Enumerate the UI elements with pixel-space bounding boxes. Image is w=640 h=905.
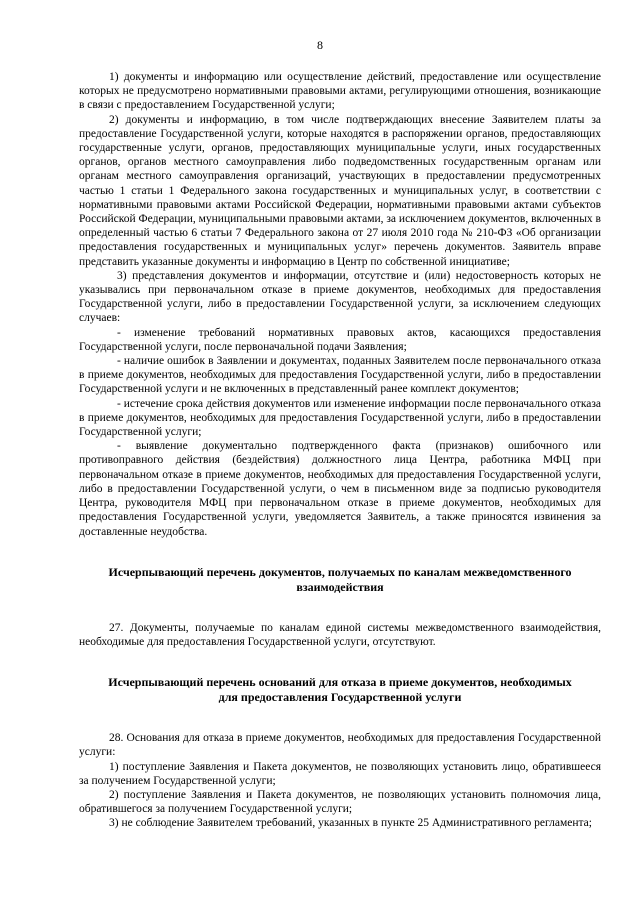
paragraph: 1) документы и информацию или осуществление действий, предоставление или осуществление которых не предусмотрено нормативными правовыми актами, регулирующими отношения, возникающие в связи с предоставлением Государственной услуги;: [79, 71, 601, 112]
list-item: - наличие ошибок в Заявлении и документах, поданных Заявителем после первоначального отказа в приеме документов, необходимых для предоставления Государственной услуги, либо в предоставлении Государственной услуги и не включенных в представленный ранее комплект документов;: [79, 355, 601, 396]
paragraph: 27. Документы, получаемые по каналам единой системы межведомственного взаимодействия, необходимые для предоставления Государственной услуги, отсутствуют.: [79, 621, 601, 648]
list-item: 3) не соблюдение Заявителем требований, указанных в пункте 25 Административного регламента;: [109, 817, 592, 830]
paragraph: 3) представления документов и информации, отсутствие и (или) недостоверность которых не указывались при первоначальном отказе в приеме документов, необходимых для предоставления Государственной услуги, либо в предоставлении Государственной услуги, за исключением следующих случаев:: [79, 269, 601, 325]
list-item: 1) поступление Заявления и Пакета документов, не позволяющих установить лицо, обратившееся за получением Государственной услуги;: [79, 760, 601, 787]
paragraph: 28. Основания для отказа в приеме документов, необходимых для предоставления Государственной услуги:: [79, 732, 601, 759]
list-item: - истечение срока действия документов или изменение информации после первоначального отказа в приеме документов, необходимых для предоставления Государственной услуги, либо в предоставлении Государственной услуги;: [79, 397, 601, 439]
list-item: 2) поступление Заявления и Пакета документов, не позволяющих установить полномочия лица, обратившегося за получением Государственной услуги;: [79, 788, 601, 816]
section-heading: Исчерпывающий перечень оснований для отказа в приеме документов, необходимых для предоставления Государственной услуги: [108, 675, 572, 705]
page-number: 8: [317, 38, 323, 52]
list-item: - выявление документально подтвержденного факта (признаков) ошибочного или противоправного действия (бездействия) должностного лица Центра, работника МФЦ при первоначальном отказе в приеме документов, необходимых для предоставления Государственной услуги, либо в предоставлении Государственной услуги, о чем в письменном виде за подписью руководителя Центра, руководителя МФЦ при первоначальном отказе в приеме документов, необходимых для предоставления Государственной услуги, уведомляется Заявитель, а также приносятся извинения за доставленные неудобства.: [79, 440, 601, 538]
section-heading: Исчерпывающий перечень документов, получаемых по каналам межведомственного взаимодействия: [108, 564, 572, 594]
paragraph: 2) документы и информацию, в том числе подтверждающих внесение Заявителем платы за предоставление Государственной услуги, которые находятся в распоряжении органов, предоставляющих государственные услуги, органов, предоставляющих муниципальные услуги, иных государственных органов, органов местного самоуправления либо подведомственных государственным органам или органам местного самоуправления организаций, участвующих в предоставлении предусмотренных частью 1 статьи 1 Федерального закона государственных и муниципальных услуг, в соответствии с нормативными правовыми актами Российской Федерации, нормативными правовыми актами субъектов Российской Федерации, муниципальными правовыми актами, за исключением документов, включенных в определенный частью 6 статьи 7 Федерального закона от 27 июля 2010 года № 210-ФЗ «Об организации предоставления государственных и муниципальных услуг» перечень документов. Заявитель вправе представить указанные документы и информацию в Центр по собственной инициативе;: [79, 113, 601, 268]
list-item: - изменение требований нормативных правовых актов, касающихся предоставления Государственной услуги, после первоначальной подачи Заявления;: [79, 326, 601, 353]
document-body: [79, 70, 601, 831]
